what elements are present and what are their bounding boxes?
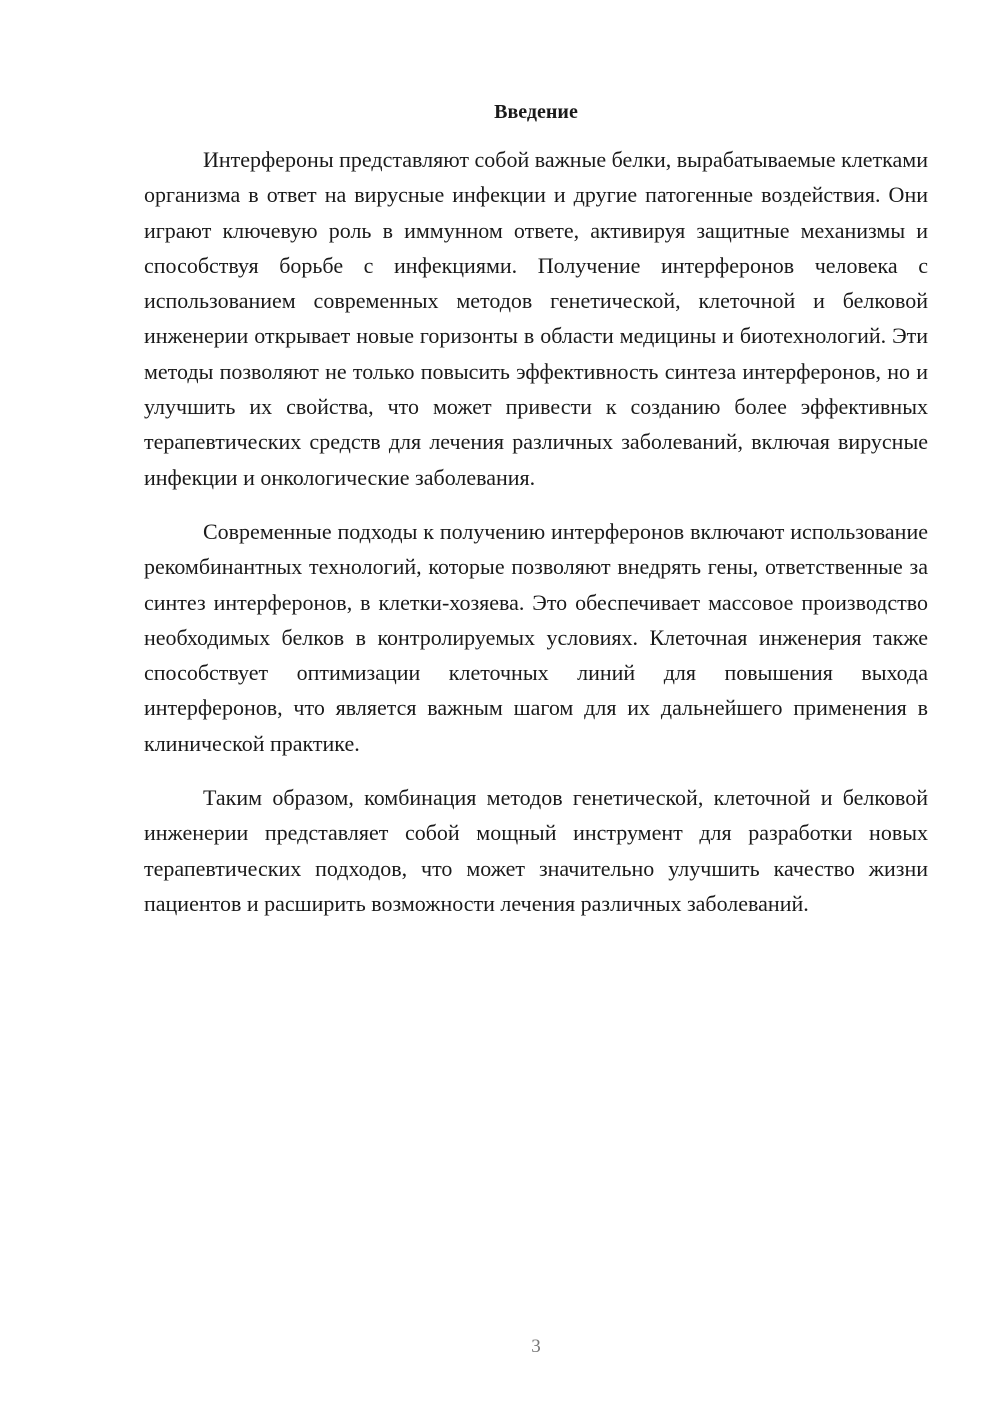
paragraph-conclusion: Таким образом, комбинация методов генетической, клеточной и белковой инженерии представляет собой мощный инструмент для разработки новых терапевтических подходов, что может значительно улучшить качество жизни пациентов и расширить возможности лечения различных заболеваний. [144, 785, 928, 916]
page-title: Введение [494, 101, 578, 123]
page-number: 3 [531, 1336, 541, 1357]
paragraph-modern-approaches: Современные подходы к получению интерферонов включают использование рекомбинантных технологий, которые позволяют внедрять гены, ответственные за синтез интерферонов, в клетки-хозяева. Это обеспечивает массовое производство необходимых белков в контролируемых условиях. Клеточная инженерия также способствует оптимизации клеточных линий для повышения выхода интерферонов, что является важным шагом для их дальнейшего применения в клинической практике. [144, 518, 928, 756]
document-body [144, 142, 928, 921]
paragraph-intro: Интерфероны представляют собой важные белки, вырабатываемые клетками организма в ответ на вирусные инфекции и другие патогенные воздействия. Они играют ключевую роль в иммунном ответе, активируя защитные механизмы и способствуя борьбе с инфекциями. Получение интерферонов человека с использованием современных методов генетической, клеточной и белковой инженерии открывает новые горизонты в области медицины и биотехнологий. Эти методы позволяют не только повысить эффективность синтеза интерферонов, но и улучшить их свойства, что может привести к созданию более эффективных терапевтических средств для лечения различных заболеваний, включая вирусные инфекции и онкологические заболевания. [144, 147, 928, 490]
